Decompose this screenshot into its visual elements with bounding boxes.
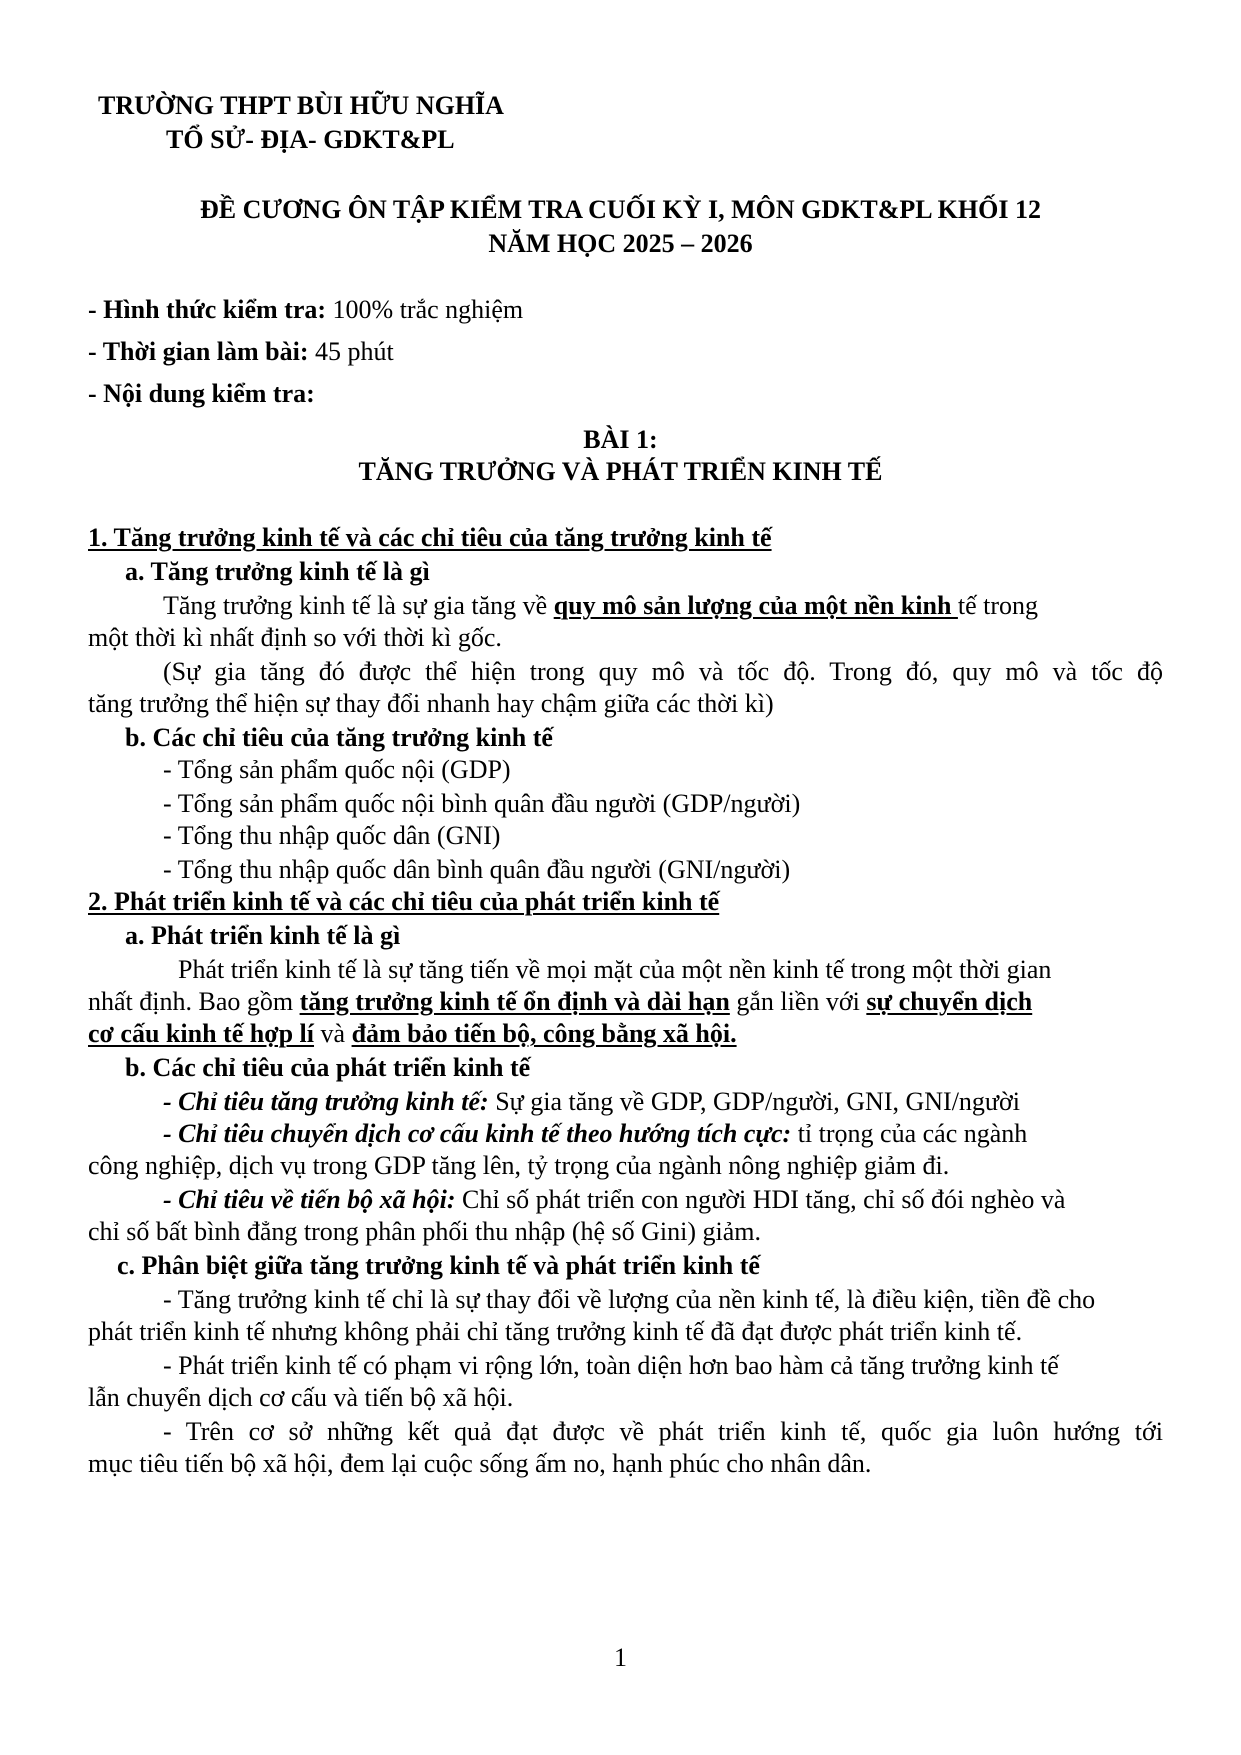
comparison-point-1: - Tăng trưởng kinh tế chỉ là sự thay đổi về lượng của nền kinh tế, là điều kiện, tiền đề cho xyxy=(163,1285,1096,1314)
school-name: TRƯỜNG THPT BÙI HỮU NGHĨA xyxy=(98,91,504,120)
section-1a-paragraph-1: Tăng trưởng kinh tế là sự gia tăng về quy mô sản lượng của một nền kinh tế trong xyxy=(163,591,1039,620)
department-name: TỔ SỬ- ĐỊA- GDKT&PL xyxy=(166,125,455,154)
key-phrase: sự chuyển dịch xyxy=(866,987,1033,1016)
exam-duration xyxy=(88,336,394,368)
development-indicator-growth: - Chỉ tiêu tăng trưởng kinh tế: Sự gia tăng về GDP, GDP/người, GNI, GNI/người xyxy=(163,1087,1020,1116)
exam-format-label: - Hình thức kiểm tra: xyxy=(88,295,327,324)
comparison-point-3-cont: mục tiêu tiến bộ xã hội, đem lại cuộc sống ấm no, hạnh phúc cho nhân dân. xyxy=(88,1449,872,1478)
section-1-heading: 1. Tăng trưởng kinh tế và các chỉ tiêu của tăng trưởng kinh tế xyxy=(88,523,772,552)
section-2a-heading: a. Phát triển kinh tế là gì xyxy=(125,921,401,950)
section-1a-paragraph-2-cont: tăng trưởng thể hiện sự thay đổi nhanh hay chậm giữa các thời kì) xyxy=(88,689,774,718)
section-2a-paragraph-cont: nhất định. Bao gồm tăng trưởng kinh tế ổn định và dài hạn gắn liền với sự chuyển dịch xyxy=(88,987,1033,1016)
exam-format xyxy=(88,294,523,326)
indicator-item: - Tổng sản phẩm quốc nội bình quân đầu người (GDP/người) xyxy=(163,789,801,818)
key-phrase: cơ cấu kinh tế hợp lí xyxy=(88,1019,315,1048)
development-indicator-structure: - Chỉ tiêu chuyển dịch cơ cấu kinh tế theo hướng tích cực: tỉ trọng của các ngành xyxy=(163,1119,1028,1148)
section-1a-heading: a. Tăng trưởng kinh tế là gì xyxy=(125,557,430,586)
development-indicator-structure-cont: công nghiệp, dịch vụ trong GDP tăng lên, tỷ trọng của ngành nông nghiệp giảm đi. xyxy=(88,1151,950,1180)
section-1a-paragraph-1-cont: một thời kì nhất định so với thời kì gốc. xyxy=(88,623,502,652)
key-phrase: đảm bảo tiến bộ, công bằng xã hội. xyxy=(351,1019,737,1048)
indicator-item: - Tổng thu nhập quốc dân bình quân đầu người (GNI/người) xyxy=(163,855,791,884)
document-title: ĐỀ CƯƠNG ÔN TẬP KIỂM TRA CUỐI KỲ I, MÔN GDKT&PL KHỐI 12 xyxy=(200,195,1041,224)
section-1a-paragraph-2: (Sự gia tăng đó được thể hiện trong quy mô và tốc độ. Trong đó, quy mô và tốc độ xyxy=(163,657,1163,686)
comparison-point-3: - Trên cơ sở những kết quả đạt được về phát triển kinh tế, quốc gia luôn hướng tới xyxy=(163,1417,1163,1446)
section-2c-heading: c. Phân biệt giữa tăng trưởng kinh tế và phát triển kinh tế xyxy=(117,1251,760,1280)
exam-content xyxy=(88,378,315,410)
section-2-heading: 2. Phát triển kinh tế và các chỉ tiêu của phát triển kinh tế xyxy=(88,887,720,916)
key-phrase: quy mô sản lượng của một nền kinh xyxy=(553,591,958,620)
indicator-item: - Tổng thu nhập quốc dân (GNI) xyxy=(163,821,501,850)
comparison-point-2: - Phát triển kinh tế có phạm vi rộng lớn, toàn diện hơn bao hàm cả tăng trưởng kinh tế xyxy=(163,1351,1059,1380)
exam-duration-label: - Thời gian làm bài: xyxy=(88,337,309,366)
lesson-title: TĂNG TRƯỞNG VÀ PHÁT TRIỂN KINH TẾ xyxy=(358,457,883,486)
section-1b-heading: b. Các chỉ tiêu của tăng trưởng kinh tế xyxy=(125,723,553,752)
comparison-point-2-cont: lẫn chuyển dịch cơ cấu và tiến bộ xã hội. xyxy=(88,1383,514,1412)
exam-content-label: - Nội dung kiểm tra: xyxy=(88,379,315,408)
section-2a-paragraph-end: cơ cấu kinh tế hợp lí và đảm bảo tiến bộ, công bằng xã hội. xyxy=(88,1019,737,1048)
school-year: NĂM HỌC 2025 – 2026 xyxy=(488,229,753,258)
page-number: 1 xyxy=(614,1643,627,1672)
development-indicator-social-cont: chỉ số bất bình đẳng trong phân phối thu nhập (hệ số Gini) giảm. xyxy=(88,1217,762,1246)
key-phrase: tăng trưởng kinh tế ổn định và dài hạn xyxy=(299,987,730,1016)
indicator-item: - Tổng sản phẩm quốc nội (GDP) xyxy=(163,755,511,784)
comparison-point-1-cont: phát triển kinh tế nhưng không phải chỉ tăng trưởng kinh tế đã đạt được phát triển kinh tế. xyxy=(88,1317,1023,1346)
lesson-number: BÀI 1: xyxy=(583,425,658,454)
exam-duration-value: 45 phút xyxy=(308,337,394,366)
section-2b-heading: b. Các chỉ tiêu của phát triển kinh tế xyxy=(125,1053,531,1082)
section-2a-paragraph: Phát triển kinh tế là sự tăng tiến về mọi mặt của một nền kinh tế trong một thời gian xyxy=(178,955,1052,984)
exam-format-value: 100% trắc nghiệm xyxy=(326,295,524,324)
development-indicator-social: - Chỉ tiêu về tiến bộ xã hội: Chỉ số phát triển con người HDI tăng, chỉ số đói nghèo và xyxy=(163,1185,1066,1214)
